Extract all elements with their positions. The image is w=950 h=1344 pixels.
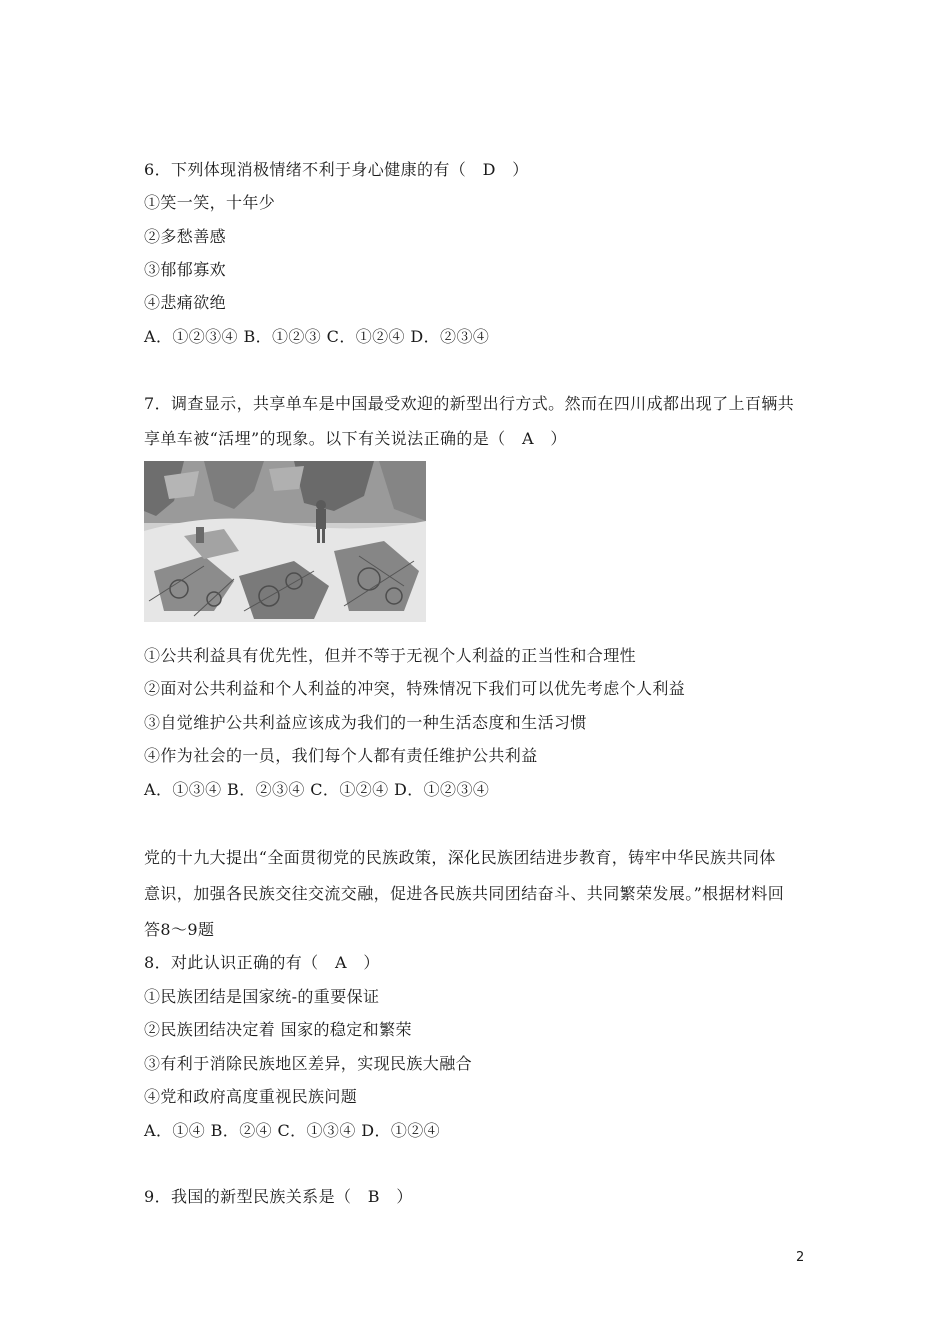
question-7-option-1: ①公共利益具有优先性，但并不等于无视个人利益的正当性和合理性: [144, 646, 637, 665]
question-7-option-2: ②面对公共利益和个人利益的冲突，特殊情况下我们可以优先考虑个人利益: [144, 679, 686, 698]
question-8-option-4: ④党和政府高度重视民族问题: [144, 1087, 358, 1106]
question-7-stem-line-2: 享单车被“活埋”的现象。以下有关说法正确的是（ A ）: [144, 429, 567, 448]
question-8-answers: A．①④ B．②④ C．①③④ D．①②④: [144, 1121, 441, 1140]
question-6-option-2: ②多愁善感: [144, 227, 227, 246]
question-8-stem: 8．对此认识正确的有（ A ）: [144, 953, 380, 972]
question-7-answers: A．①③④ B．②③④ C．①②④ D．①②③④: [144, 780, 490, 799]
material-line-1: 党的十九大提出“全面贯彻党的民族政策，深化民族团结进步教育，铸牢中华民族共同体: [144, 848, 776, 867]
question-6-option-1: ①笑一笑，十年少: [144, 193, 276, 212]
material-line-3: 答8～9题: [144, 920, 215, 939]
material-line-2: 意识，加强各民族交往交流交融，促进各民族共同团结奋斗、共同繁荣发展。”根据材料回: [144, 884, 785, 903]
question-9-stem: 9．我国的新型民族关系是（ B ）: [144, 1187, 413, 1206]
question-6-answers: A．①②③④ B．①②③ C．①②④ D．②③④: [144, 327, 490, 346]
question-8-option-3: ③有利于消除民族地区差异，实现民族大融合: [144, 1054, 473, 1073]
question-6-option-4: ④悲痛欲绝: [144, 293, 227, 312]
question-7-option-3: ③自觉维护公共利益应该成为我们的一种生活态度和生活习惯: [144, 713, 587, 732]
page-number: 2: [796, 1250, 805, 1265]
question-8-option-2: ②民族团结决定着 国家的稳定和繁荣: [144, 1020, 412, 1039]
question-8-option-1: ①民族团结是国家统-的重要保证: [144, 987, 380, 1006]
question-7-stem-line-1: 7．调查显示，共享单车是中国最受欢迎的新型出行方式。然而在四川成都出现了上百辆共: [144, 394, 795, 413]
question-6-stem: 6．下列体现消极情绪不利于身心健康的有（ D ）: [144, 160, 529, 179]
buried-bicycles-photo: [144, 461, 426, 622]
question-6-option-3: ③郁郁寡欢: [144, 260, 227, 279]
question-7-option-4: ④作为社会的一员，我们每个人都有责任维护公共利益: [144, 746, 538, 765]
